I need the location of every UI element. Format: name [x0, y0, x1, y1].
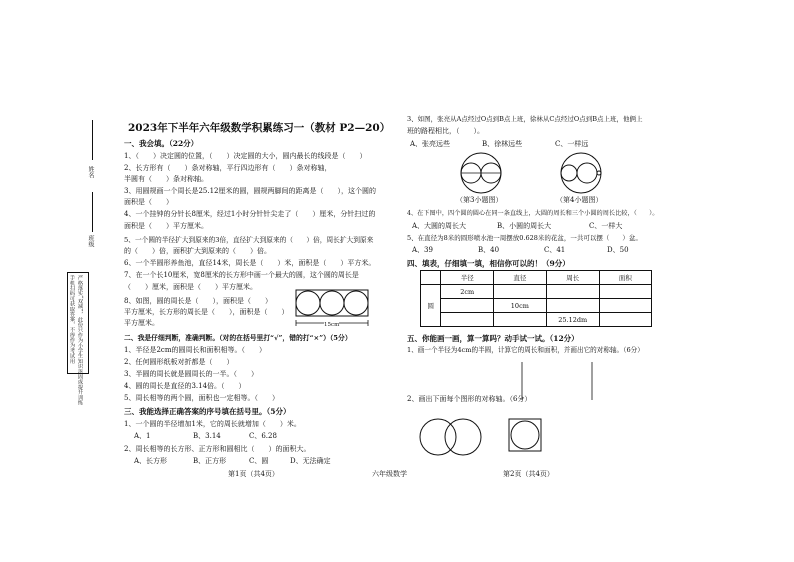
table-cell[interactable] [599, 299, 651, 313]
notice-text: 严格落实“双减”，此份只作为小学生知识巩固或提升训练 [77, 275, 83, 406]
fill-q7: 7、在一个长10厘米，宽8厘米的长方形中画一个最大的圆，这个圆的周长是 [124, 271, 359, 279]
choice-q2-option-d: D、无法确定 [290, 457, 331, 465]
class-line [92, 192, 93, 232]
table-cell[interactable] [494, 313, 547, 327]
fill-q7-cont: （ ）厘米，面积是（ ）平方厘米。 [124, 283, 257, 291]
judge-q3: 3、半圆的周长就是圆周长的一半。（ ） [124, 370, 258, 378]
fill-q8-cont: 平方厘米，长方形的周长是（ ），面积是（ ） [124, 308, 289, 316]
choice-q3-option-b: B、徐林远些 [482, 140, 523, 148]
fill-q8-cont2: 平方厘米。 [124, 319, 159, 327]
choice-q4-option-c: C、一样大 [589, 222, 623, 230]
fill-q6: 6、一个半圆形养鱼池，直径14米，周长是（ ）米，面积是（ ）平方米。 [124, 259, 376, 267]
table-cell[interactable]: 10cm [494, 299, 547, 313]
fill-q4-cont: 面积是（ ）平方厘米。 [124, 222, 208, 230]
choice-q4-option-b: B、小圆的周长大 [497, 222, 552, 230]
table-header: 直径 [494, 271, 547, 285]
footer-page-1: 第1页（共4页） [228, 470, 279, 478]
q4-figure-caption: （第4小题图） [556, 196, 603, 204]
choice-q2-option-a: A、长方形 [134, 457, 168, 465]
q3-figure [456, 152, 506, 196]
fill-q8: 8、如图，圆的周长是（ ），面积是（ ） [124, 297, 272, 305]
table-cell[interactable] [599, 313, 651, 327]
choice-q1: 1、一个圆的半径增加1米，它的周长就增加（ ）米。 [124, 420, 301, 428]
table-row [421, 285, 652, 299]
fill-q2: 2、长方形有（ ）条对称轴，平行四边形有（ ）条对称轴， [124, 164, 332, 172]
table-cell[interactable] [494, 285, 547, 299]
q4-figure [556, 152, 606, 196]
name-line [92, 120, 93, 160]
page-title: 2023年下半年六年级数学积累练习一（教材 P2—20） [128, 122, 391, 134]
table-cell[interactable] [441, 313, 494, 327]
fill-q4: 4、一个挂钟的分针长8厘米，经过1小时分针针尖走了（ ）厘米，分针扫过的 [124, 210, 376, 218]
fill-q1: 1、（ ）决定圆的位置，（ ）决定圆的大小，圆内最长的线段是（ ） [124, 152, 367, 160]
section-2-header: 二、我是仔细判断，准确判断。（对的在括号里打“√”，错的打“×”）（5分） [124, 334, 352, 342]
choice-q3-cont: 班的路程相比，（ ）。 [407, 127, 484, 135]
q3-figure-caption: （第3小题图） [456, 196, 503, 204]
table-header-row [421, 271, 652, 285]
choice-q3-option-a: A、张亮远些 [410, 140, 451, 148]
table-header: 周长 [546, 271, 599, 285]
table-row [421, 313, 652, 327]
table-cell[interactable] [599, 285, 651, 299]
choice-q3: 3、如图，张亮从A点经过O点到B点上班，徐林从C点经过O点到B点上班，他俩上 [407, 115, 643, 123]
footer-subject: 六年级数学 [372, 470, 407, 478]
table-cell[interactable]: 25.12dm [546, 313, 599, 327]
fill-q5-cont: 的（ ）倍，面积扩大到原来的（ ）倍。 [124, 247, 271, 255]
fill-q2-cont: 半圆有（ ）条对称轴。 [124, 175, 208, 183]
circle-table [420, 270, 652, 327]
choice-q1-option-a: A、1 [134, 432, 151, 440]
choice-q2-option-b: B、正方形 [193, 457, 227, 465]
fill-q3-cont: 面积是（ ） [124, 198, 173, 206]
class-label: 班级 [87, 235, 94, 247]
section-1-header: 一、我会填。（22分） [124, 139, 199, 148]
overlapping-circles-figure [418, 412, 488, 462]
choice-q4: 4、在下图中，四个圆的圆心在同一条直线上，大圆的周长和三个小圆的周长比较，（ ）。 [407, 210, 659, 217]
section-5-header: 五、你能画一画，算一算吗？动手试一试。（12分） [407, 334, 579, 343]
judge-q4: 4、圆的周长是直径的3.14倍。（ ） [124, 382, 246, 390]
notice-text-2: 手机扫码可获取答案，不得作为考试用 [69, 275, 75, 364]
name-label: 姓名 [87, 166, 94, 178]
table-header: 半径 [441, 271, 494, 285]
choice-q5-option-d: D、50 [607, 246, 629, 254]
judge-q5: 5、周长相等的两个圆，面积也一定相等。（ ） [124, 394, 279, 402]
table-cell[interactable] [441, 299, 494, 313]
choice-q4-option-a: A、大圆的周长大 [412, 222, 467, 230]
table-row [421, 299, 652, 313]
square-circle-figure [507, 417, 547, 457]
choice-q5: 5、在直径为8米的圆形喷水池一周摆放0.628米的花盆，一共可以摆（ ）盆。 [407, 234, 642, 242]
choice-q1-option-b: B、3.14 [193, 432, 221, 440]
fill-q3: 3、用圆规画一个周长是25.12厘米的圆，圆规两脚间的距离是（ ），这个圆的 [124, 187, 376, 195]
table-row-label: 圆 [421, 285, 441, 327]
choice-q1-option-c: C、6.28 [249, 432, 277, 440]
notice-box [67, 272, 89, 406]
choice-q3-option-c: C、一样远 [555, 140, 589, 148]
choice-q5-option-a: A、39 [412, 246, 433, 254]
choice-q5-option-c: C、41 [544, 246, 566, 254]
choice-q5-option-b: B、40 [478, 246, 500, 254]
table-cell[interactable]: 2cm [441, 285, 494, 299]
choice-q2-option-c: C、圆 [249, 457, 269, 465]
section-3-header: 三、我能选择正确答案的序号填在括号里。（5分） [124, 407, 291, 416]
figure-length-label: 15cm [324, 322, 340, 328]
footer-page-2: 第2页（共4页） [503, 470, 554, 478]
section-4-header: 四、填表，仔细填一填，相信你可以的！（9分） [407, 259, 570, 268]
table-corner-cell [421, 271, 441, 285]
judge-q1: 1、半径是2cm的圆周长和面积相等。（ ） [124, 346, 266, 354]
draw-q1: 1、画一个半径为4cm的半圆，计算它的周长和面积，并画出它的对称轴。（6分） [407, 346, 644, 354]
table-header: 面积 [599, 271, 651, 285]
draw-q1-area [520, 360, 620, 404]
judge-q2: 2、任何圆形纸板对折都是（ ） [124, 358, 234, 366]
table-cell[interactable] [546, 285, 599, 299]
draw-q2: 2、画出下面每个图形的对称轴。（6分） [407, 395, 532, 403]
fill-q5: 5、一个圆的半径扩大到原来的3倍，直径扩大到原来的（ ）倍，周长扩大到原来 [124, 236, 374, 244]
table-cell[interactable] [546, 299, 599, 313]
choice-q2: 2、周长相等的长方形、正方形和圆相比（ ）的面积大。 [124, 445, 311, 453]
